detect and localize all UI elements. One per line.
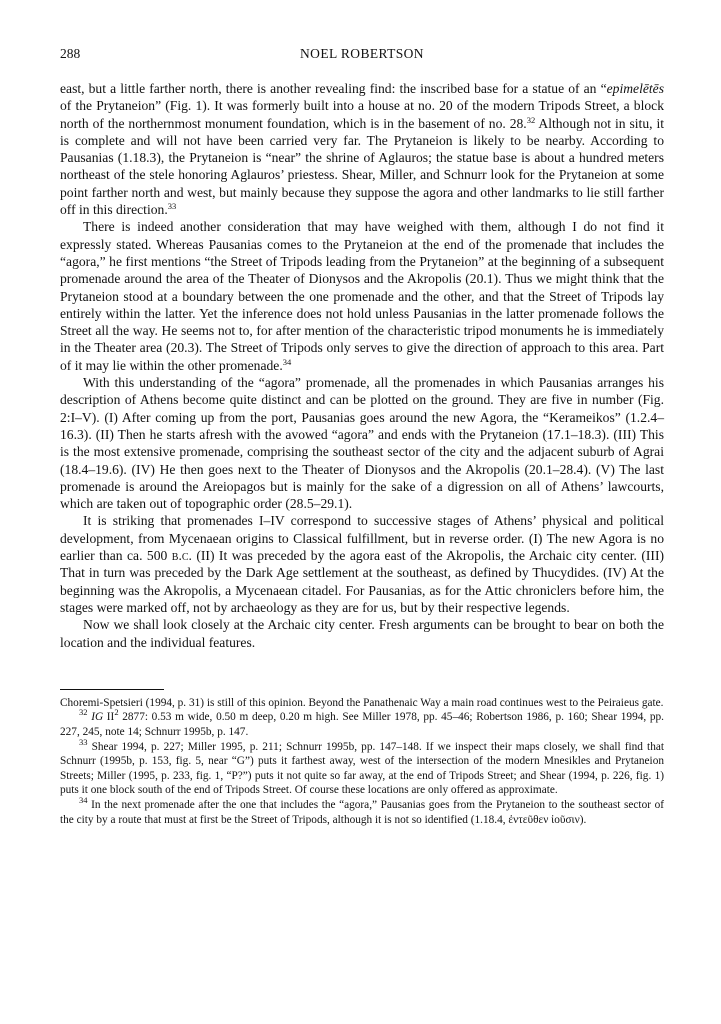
footnote-32 — [60, 707, 664, 739]
footnote-34-number: 34 — [79, 794, 88, 805]
footnote-divider — [60, 689, 164, 690]
footnote-ref-34[interactable]: 34 — [282, 356, 292, 367]
footnote-33 — [60, 736, 664, 798]
body-text — [60, 80, 664, 651]
footnote-34 — [60, 794, 664, 827]
paragraph-3: With this understanding of the “agora” promenade, all the promenades in which Pausanias arranges his description of Athens become quite distinct and can be plotted on the ground. They are five in number (Fig. 2:I–V). (I) After coming up from the port, Pausanias goes around the new Agora, the “Kerameikos” (1.2.4–16.3). (II) Then he starts afresh with the avowed “agora” and ends with the Prytaneion (17.1–18.3). (III) This is the most extensive promenade, comprising the southeast sector of the city and the adjacent suburb of Agrai (18.4–19.6). (IV) He then goes next to the Theater of Dionysos and the Akropolis (20.1–28.4). (V) The last promenade is around the Areiopagos but is mainly for the sake of a digression on all of Athens’ lawcourts, which are taken out of topographic order (28.5–29.1). — [60, 375, 664, 512]
footnotes — [60, 696, 664, 827]
greek-term-epimeletes: epimelētēs — [606, 81, 664, 96]
footnote-ref-33[interactable]: 33 — [167, 201, 177, 212]
paragraph-1-text-a: east, but a little farther north, there is another revealing find: the inscribed base for a statue of an “ — [60, 81, 607, 96]
paragraph-2 — [60, 218, 664, 374]
paragraph-1-text-b: of the Prytaneion” (Fig. 1). It was formerly built into a house at no. 20 of the modern Tripods Street, a block north of the northernmost monument foundation, which is in the basement of no. 28. — [60, 98, 664, 131]
footnote-33-text: Shear 1994, p. 227; Miller 1995, p. 211; Schnurr 1995b, pp. 147–148. If we inspect their maps closely, we shall find that Schnurr (1995b, p. 153, fig. 5, near “G”) puts it farthest away, west of the intersection of the modern Mnesikles and Prytaneion Streets; Miller (1995, p. 233, fig. 1, “P?”) puts it not quite so far away, at the end of Tripods Street; and Shear (1994, p. 226, fig. 1) puts it one block south of the end of Tripods Street. Of course these locations are only offered as approximate. — [60, 740, 664, 797]
footnote-33-number: 33 — [79, 736, 88, 747]
running-head — [60, 46, 664, 66]
era-abbreviation: b.c. — [171, 548, 192, 564]
paragraph-2-text: There is indeed another consideration that may have weighed with them, although I do not find it expressly stated. Whereas Pausanias comes to the Prytaneion at the end of the promenade that includes the “agora,” he first mentions “the Street of Tripods leading from the Prytaneion” at the beginning of a subsequent promenade around the area of the Theater of Dionysos and the Akropolis (20.1). Thus we might think that the Prytaneion stood at a boundary between the one promenade and the other, and that the Street of Tripods lay entirely within the latter. Yet the inference does not hold unless Pausanias in the latter promenade follows the Street all the way. He seems not to, for after mention of the characteristic tripod monuments he is immediately in the Theater area (20.3). The Street of Tripods only serves to give the direction of approach to this area. Part of it may lie within the other promenade. — [60, 219, 664, 373]
paragraph-4 — [60, 512, 664, 616]
paragraph-4-text-a: It is striking that promenades I–IV correspond to successive stages of Athens’ physical and political development, from Mycenaean origins to Classical fulfillment, but in reverse order. (I) The new Agora is no earlier than ca. 500 — [60, 513, 664, 564]
footnote-32-text: 2877: 0.53 m wide, 0.50 m deep, 0.20 m high. See Miller 1978, pp. 45–46; Robertson 1986, p. 160; Shear 1994, pp. 227, 245, note 14; Schnurr 1995b, p. 147. — [60, 711, 664, 738]
footnote-continuation: Choremi-Spetsieri (1994, p. 31) is still of this opinion. Beyond the Panathenaic Way a main road continues west to the Peiraieus gate. — [60, 696, 664, 709]
footnote-32-number: 32 — [79, 707, 88, 718]
running-title: NOEL ROBERTSON — [300, 46, 424, 61]
paragraph-5: Now we shall look closely at the Archaic city center. Fresh arguments can be brought to bear on both the location and the individual features. — [60, 617, 664, 650]
page — [60, 46, 664, 827]
paragraph-1 — [60, 80, 664, 218]
footnote-32-edition: 2 — [114, 707, 119, 718]
paragraph-1-text-c: Although not in situ, it is complete and will not have been carried very far. The Prytaneion is likely to be nearby. According to Pausanias (1.18.3), the Prytaneion is “near” the shrine of Aglauros; the statue base is about a hundred meters northeast of the stele honoring Aglauros’ priestess. Shear, Miller, and Schnurr look for the Prytaneion at some point farther north and west, but mainly because they suppose the agora and other landmarks to lie still farther off in this direction. — [60, 115, 664, 218]
footnote-ref-32[interactable]: 32 — [526, 114, 536, 125]
page-number: 288 — [60, 46, 81, 61]
paragraph-4-text-b: (II) It was preceded by the agora east of the Akropolis, the Archaic city center. (III) That in turn was preceded by the Dark Age settlement at the southeast, as defined by Thucydides. (IV) At the beginning was the Akropolis, a Mycenaean citadel. For Pausanias, as for the Attic chroniclers before him, the stages were marked off, not by archaeology as they are for us, but by their respective legends. — [60, 548, 664, 615]
footnote-32-ig: IG — [91, 711, 104, 724]
footnote-32-ii: II — [103, 711, 115, 724]
footnote-34-text: In the next promenade after the one that includes the “agora,” Pausanias goes from the Prytaneion to the southeast sector of the city by a route that must at first be the Street of Tripods, although it is not so identified (1.18.4, ἐντεῦθεν ἰοῦσιν). — [60, 798, 664, 826]
